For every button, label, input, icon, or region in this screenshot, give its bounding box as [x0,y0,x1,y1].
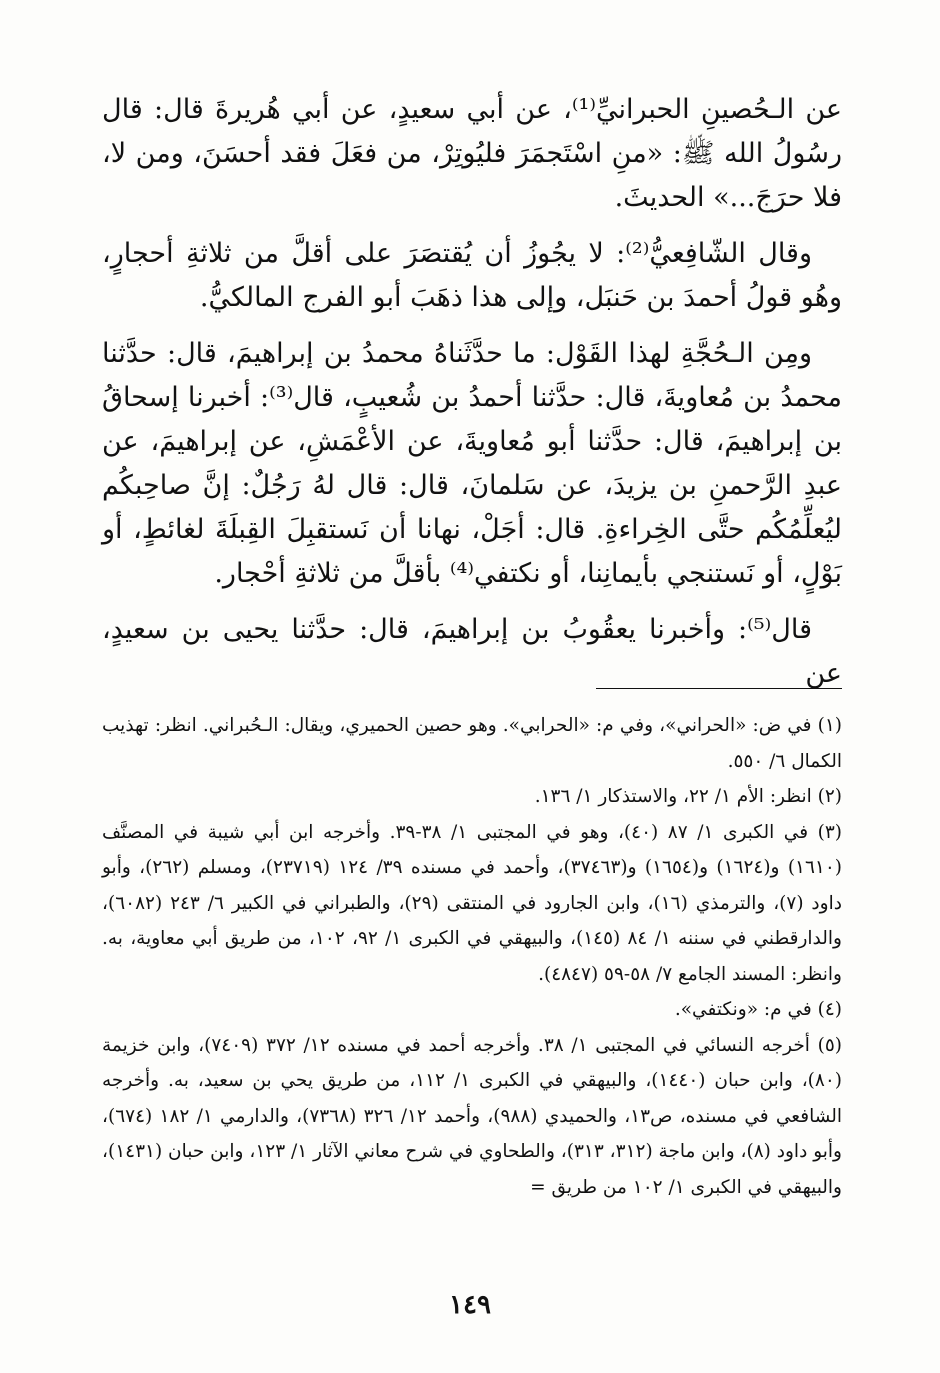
page-number: ١٤٩ [449,1290,491,1320]
footnote-separator [596,688,842,689]
footnote: (٢) انظر: الأم ١/ ٢٢، والاستذكار ١/ ١٣٦. [534,786,842,807]
footnote: (٤) في م: «ونكتفي». [674,999,842,1020]
footnote: (٥) أخرجه النسائي في المجتبى ١/ ٣٨. وأخرجه أحمد في مسنده ١٢/ ٣٧٢ (٧٤٠٩)، وابن خزيمة (٨٠)، وابن حبان (١٤٤٠)، والبيهقي في الكبرى ١/ ١١٢، من طريق يحي بن سعيد، به. وأخرجه الشافعي في مسنده، ص١٣، والحميدي (٩٨٨)، وأحمد ١٢/ ٣٢٦ (٧٣٦٨)، والدارمي ١/ ١٨٢ (٦٧٤)، وأبو داود (٨)، وابن ماجة (٣١٢، ٣١٣)، والطحاوي في شرح معاني الآثار ١/ ١٢٣، وابن حبان (١٤٣١)، والبيهقي في الكبرى ١/ ١٠٢ من طريق = [102,1034,842,1198]
main-paragraph: قال⁽⁵⁾: وأخبرنا يعقُوبُ بن إبراهيمَ، قال: حدَّثنا يحيى بن سعيدٍ، عن [102,614,842,689]
main-paragraph: عن الـحُصينِ الحبرانيِّ⁽¹⁾، عن أبي سعيدٍ، عن أبي هُريرةَ قال: قال رسُولُ الله ﷺ: «منِ اسْتَجمَرَ فليُوتِرْ، من فعَلَ فقد أحسَنَ، ومن لا، فلا حرَجَ...» الحديثَ. [102,94,842,213]
main-paragraph: وقال الشّافِعيُّ⁽²⁾: لا يجُوزُ أن يُقتصَرَ على أقلَّ من ثلاثةِ أحجارٍ، وهُو قولُ أحمدَ بن حَنبَل، وإلى هذا ذهَبَ أبو الفرج المالكيُّ. [102,238,842,313]
footnote: (٣) في الكبرى ١/ ٨٧ (٤٠)، وهو في المجتبى ١/ ٣٨-٣٩. وأخرجه ابن أبي شيبة في المصنَّف (١٦١٠) و(١٦٢٤) و(١٦٥٤) و(٣٧٤٦٣)، وأحمد في مسنده ٣٩/ ١٢٤ (٢٣٧١٩)، ومسلم (٢٦٢)، وأبو داود (٧)، والترمذي (١٦)، وابن الجارود في المنتقى (٢٩)، والطبراني في الكبير ٦/ ٢٤٣ (٦٠٨٢)، والدارقطني في سننه ١/ ٨٤ (١٤٥)، والبيهقي في الكبرى ١/ ٩٢، ١٠٢، من طريق أبي معاوية، به. وانظر: المسند الجامع ٧/ ٥٨-٥٩ (٤٨٤٧). [102,821,843,985]
main-text [102,88,842,708]
main-paragraph: ومِن الـحُجَّةِ لهذا القَوْل: ما حدَّثَناهُ محمدُ بن إبراهيمَ، قال: حدَّثنا محمدُ بن مُعاويةَ، قال: حدَّثنا أحمدُ بن شُعيبٍ، قال⁽³⁾: أخبرنا إسحاقُ بن إبراهيمَ، قال: حدَّثنا أبو مُعاويةَ، عن الأعْمَشِ، عن إبراهيمَ، عن عبدِ الرَّحمنِ بن يزيدَ، عن سَلمانَ، قال: قال لهُ رَجُلٌ: إنَّ صاحِبكُم ليُعلِّمُكُم حتَّى الخِراءةِ. قال: أجَلْ، نهانا أن نَستقبِلَ القِبلَةَ لغائطٍ، أو بَوْلٍ، أو نَستنجي بأيمانِنا، أو نكتفي⁽⁴⁾ بأقلَّ من ثلاثةِ أحْجار. [102,338,842,589]
footnote: (١) في ض: «الحراني»، وفي م: «الحرابي». وهو حصين الحميري، ويقال: الـحُبراني. انظر: تهذيب الكمال ٦/ ٥٥٠. [102,715,842,772]
footnotes [102,708,842,1205]
